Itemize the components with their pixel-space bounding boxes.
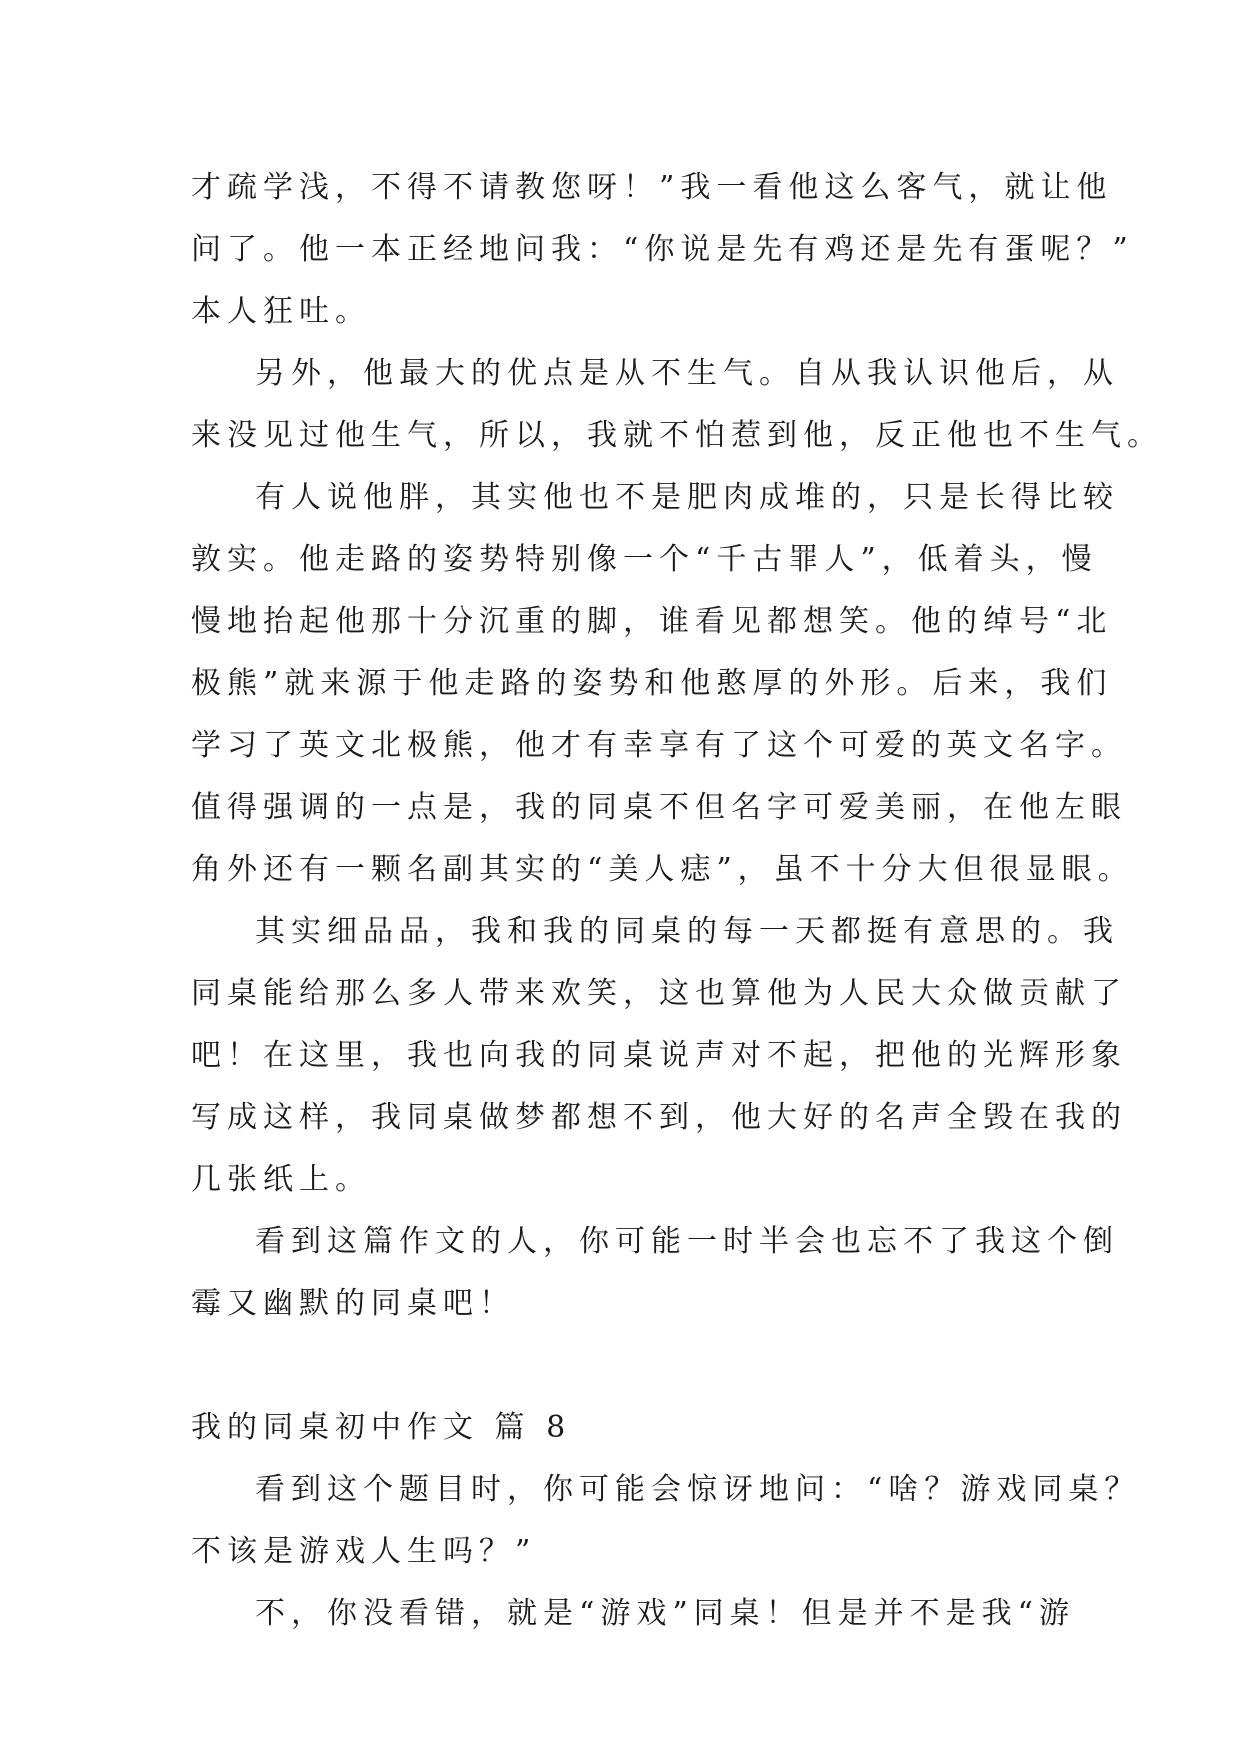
paragraph-gap [191, 1335, 1051, 1397]
text-line: 来没见过他生气，所以，我就不怕惹到他，反正他也不生气。 [191, 418, 1163, 453]
text-line: 极熊”就来源于他走路的姿势和他憨厚的外形。后来，我们 [191, 666, 1113, 701]
text-line: 看到这篇作文的人，你可能一时半会也忘不了我这个倒 [255, 1224, 1119, 1259]
text-line: 其实细品品，我和我的同桌的每一天都挺有意思的。我 [255, 914, 1119, 949]
text-line: 几张纸上。 [191, 1162, 371, 1197]
text-line: 问了。他一本正经地问我：“你说是先有鸡还是先有蛋呢？” [191, 232, 1134, 267]
text-line: 学习了英文北极熊，他才有幸享有了这个可爱的英文名字。 [191, 728, 1127, 763]
text-line: 不，你没看错，就是“游戏”同桌！但是并不是我“游 [255, 1596, 1076, 1631]
text-line: 写成这样，我同桌做梦都想不到，他大好的名声全毁在我的 [191, 1100, 1127, 1135]
text-line: 有人说他胖，其实他也不是肥肉成堆的，只是长得比较 [255, 480, 1119, 515]
text-line: 值得强调的一点是，我的同桌不但名字可爱美丽，在他左眼 [191, 790, 1127, 825]
essay-text [191, 157, 1163, 1645]
section-heading: 我的同桌初中作文 篇 8 [191, 1410, 572, 1445]
text-line: 同桌能给那么多人带来欢笑，这也算他为人民大众做贡献了 [191, 976, 1127, 1011]
text-line: 角外还有一颗名副其实的“美人痣”，虽不十分大但很显眼。 [191, 852, 1134, 887]
text-line: 本人狂吐。 [191, 294, 371, 329]
text-line: 另外，他最大的优点是从不生气。自从我认识他后，从 [255, 356, 1119, 391]
text-line: 吧！在这里，我也向我的同桌说声对不起，把他的光辉形象 [191, 1038, 1127, 1073]
text-line: 不该是游戏人生吗？” [191, 1534, 537, 1569]
text-line: 敦实。他走路的姿势特别像一个“千古罪人”，低着头，慢 [191, 542, 1098, 577]
text-line: 霉又幽默的同桌吧！ [191, 1286, 515, 1321]
text-line: 看到这个题目时，你可能会惊讶地问：“啥？游戏同桌？ [255, 1472, 1141, 1507]
text-line: 才疏学浅，不得不请教您呀！”我一看他这么客气，就让他 [191, 170, 1113, 205]
text-line: 慢地抬起他那十分沉重的脚，谁看见都想笑。他的绰号“北 [191, 604, 1113, 639]
